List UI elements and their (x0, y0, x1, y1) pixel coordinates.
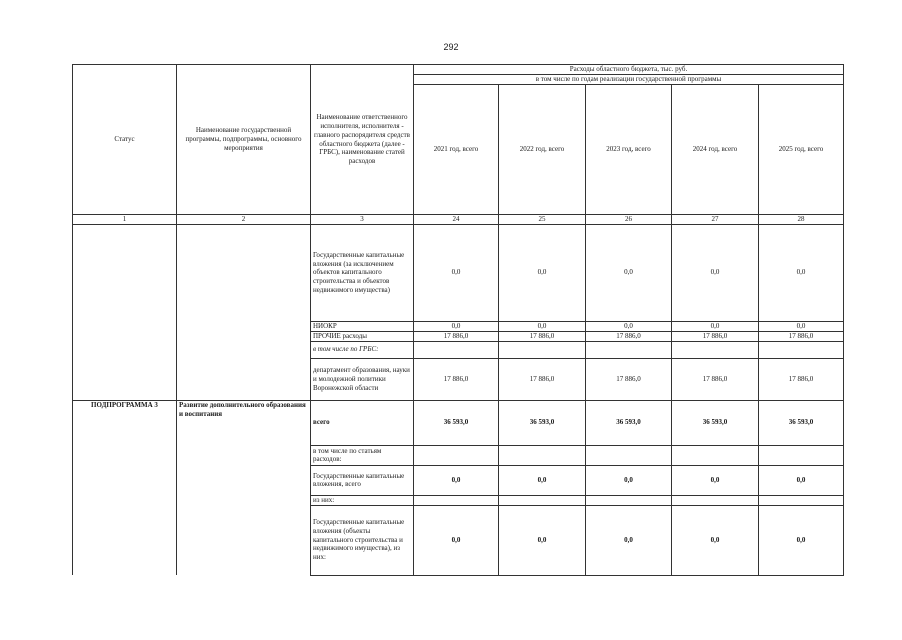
empty-cell (499, 445, 586, 465)
value-cell: 0,0 (759, 224, 844, 321)
value-cell: 0,0 (672, 224, 759, 321)
row-label: НИОКР (311, 321, 414, 331)
empty-cell (586, 495, 672, 505)
column-number: 25 (499, 215, 586, 225)
value-cell: 0,0 (499, 224, 586, 321)
value-cell: 36 593,0 (672, 400, 759, 445)
empty-cell (586, 445, 672, 465)
value-cell: 36 593,0 (586, 400, 672, 445)
header-expenses: Расходы областного бюджета, тыс. руб. (414, 65, 844, 75)
header-year-2021: 2021 год, всего (414, 85, 499, 215)
header-executor: Наименование ответственного исполнителя, исполнителя - главного распорядителя средств областного бюджета (далее - ГРБС), наименование статей расходов (311, 65, 414, 215)
empty-cell (414, 495, 499, 505)
budget-table (72, 64, 844, 576)
value-cell: 17 886,0 (759, 358, 844, 400)
value-cell: 0,0 (499, 321, 586, 331)
value-cell: 17 886,0 (414, 358, 499, 400)
value-cell: 0,0 (414, 321, 499, 331)
value-cell: 0,0 (586, 321, 672, 331)
header-status: Статус (73, 65, 177, 215)
value-cell: 0,0 (414, 505, 499, 575)
row-label: из них: (311, 495, 414, 505)
row-label: Государственные капитальные вложения (объекты капитального строительства и недвижимого имущества), из них: (311, 505, 414, 575)
value-cell: 17 886,0 (672, 331, 759, 341)
header-year-2024: 2024 год, всего (672, 85, 759, 215)
row-label: в том числе по статьям расходов: (311, 445, 414, 465)
header-name: Наименование государственной программы, подпрограммы, основного мероприятия (177, 65, 311, 215)
row-label: ПРОЧИЕ расходы (311, 331, 414, 341)
header-by-year: в том числе по годам реализации государственной программы (414, 75, 844, 85)
value-cell: 0,0 (672, 505, 759, 575)
empty-cell (414, 445, 499, 465)
value-cell: 36 593,0 (414, 400, 499, 445)
status-cell-empty (73, 224, 177, 400)
value-cell: 0,0 (586, 465, 672, 495)
column-number: 28 (759, 215, 844, 225)
header-year-2023: 2023 год, всего (586, 85, 672, 215)
empty-cell (672, 341, 759, 358)
value-cell: 0,0 (672, 321, 759, 331)
empty-cell (759, 495, 844, 505)
header-year-2025: 2025 год, всего (759, 85, 844, 215)
value-cell: 0,0 (414, 224, 499, 321)
header-year-2022: 2022 год, всего (499, 85, 586, 215)
value-cell: 0,0 (759, 505, 844, 575)
value-cell: 0,0 (759, 465, 844, 495)
empty-cell (672, 445, 759, 465)
column-number: 2 (177, 215, 311, 225)
value-cell: 0,0 (586, 505, 672, 575)
value-cell: 0,0 (414, 465, 499, 495)
empty-cell (759, 341, 844, 358)
value-cell: 36 593,0 (499, 400, 586, 445)
value-cell: 0,0 (672, 465, 759, 495)
empty-cell (499, 341, 586, 358)
name-cell-empty (177, 224, 311, 400)
column-number: 1 (73, 215, 177, 225)
column-numbers-row (73, 215, 844, 225)
page-number: 292 (443, 42, 459, 52)
header-row-1 (73, 65, 844, 75)
value-cell: 0,0 (759, 321, 844, 331)
value-cell: 0,0 (499, 505, 586, 575)
value-cell: 17 886,0 (414, 331, 499, 341)
value-cell: 17 886,0 (586, 358, 672, 400)
value-cell: 17 886,0 (672, 358, 759, 400)
subprogram-name: Развитие дополнительного образования и воспитания (177, 400, 311, 575)
empty-cell (414, 341, 499, 358)
column-number: 24 (414, 215, 499, 225)
value-cell: 17 886,0 (499, 331, 586, 341)
empty-cell (672, 495, 759, 505)
empty-cell (586, 341, 672, 358)
value-cell: 0,0 (586, 224, 672, 321)
row-label: всего (311, 400, 414, 445)
value-cell: 17 886,0 (759, 331, 844, 341)
value-cell: 17 886,0 (499, 358, 586, 400)
row-label: Государственные капитальные вложения (за исключением объектов капитального строительства и объектов недвижимого имущества) (311, 224, 414, 321)
column-number: 26 (586, 215, 672, 225)
empty-cell (759, 445, 844, 465)
value-cell: 17 886,0 (586, 331, 672, 341)
empty-cell (499, 495, 586, 505)
subprogram-status: ПОДПРОГРАММА 3 (73, 400, 177, 575)
row-label: департамент образования, науки и молодежной политики Воронежской области (311, 358, 414, 400)
column-number: 3 (311, 215, 414, 225)
table-row (73, 400, 844, 445)
value-cell: 36 593,0 (759, 400, 844, 445)
table-row (73, 224, 844, 321)
value-cell: 0,0 (499, 465, 586, 495)
row-label: в том числе по ГРБС: (311, 341, 414, 358)
column-number: 27 (672, 215, 759, 225)
row-label: Государственные капитальные вложения, всего (311, 465, 414, 495)
